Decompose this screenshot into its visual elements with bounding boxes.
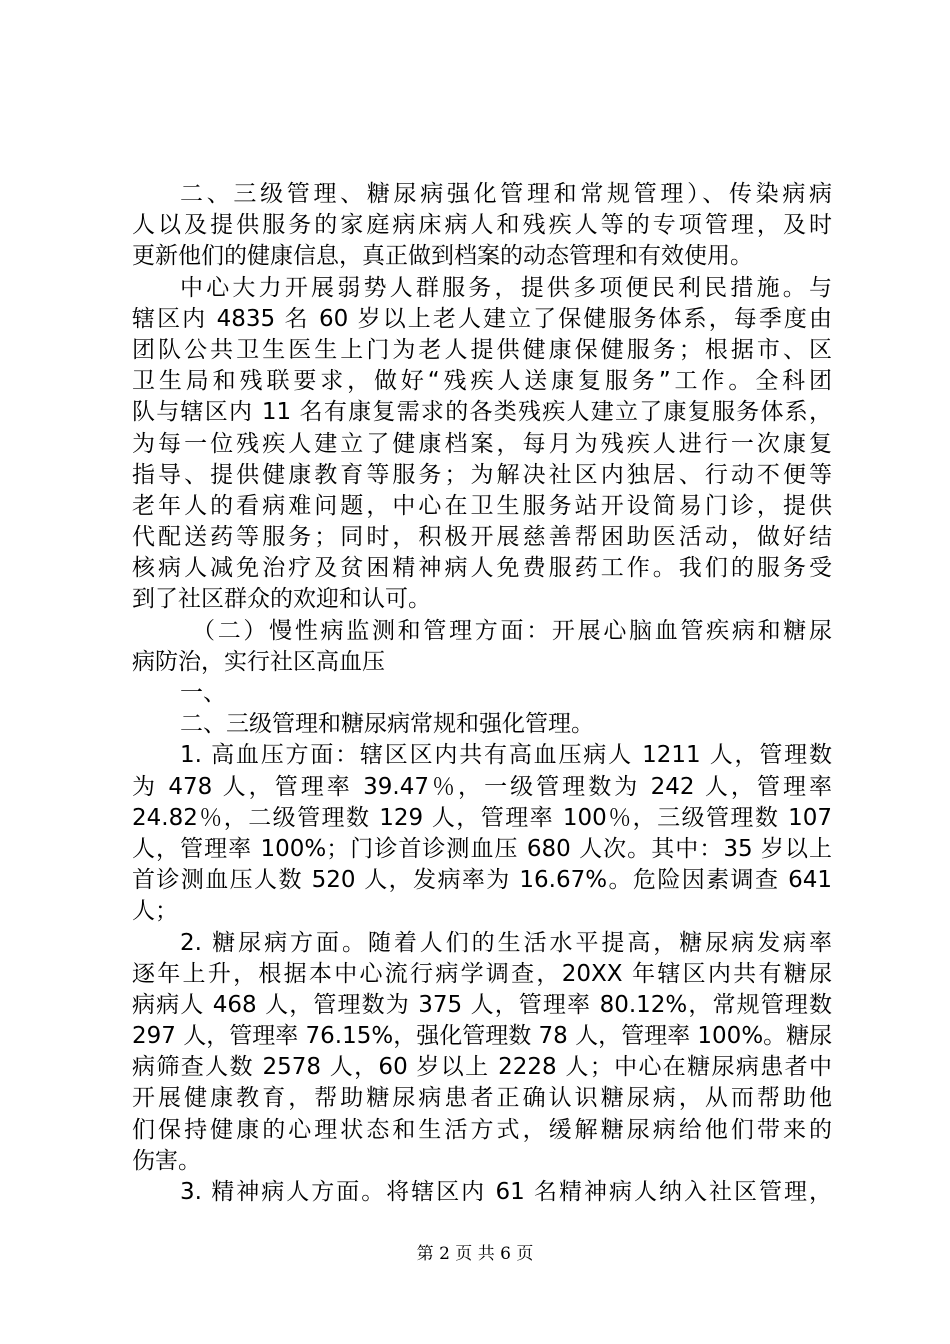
paragraph-line: 病筛查人数 2578 人，60 岁以上 2228 人；中心在糖尿病患者中 — [132, 1054, 832, 1081]
paragraph-line: 首诊测血压人数 520 人，发病率为 16.67%。危险因素调查 641 — [132, 867, 832, 894]
paragraph-line: 人； — [132, 898, 178, 925]
paragraph-line: 辖区内 4835 名 60 岁以上老人建立了保健服务体系，每季度由 — [132, 305, 832, 332]
paragraph-line: 老年人的看病难问题，中心在卫生服务站开设简易门诊，提供 — [132, 492, 832, 519]
paragraph-line: 24.82％，二级管理数 129 人，管理率 100％，三级管理数 107 — [132, 804, 832, 831]
paragraph-line: 为每一位残疾人建立了健康档案，每月为残疾人进行一次康复 — [132, 430, 832, 457]
paragraph-line: 队与辖区内 11 名有康复需求的各类残疾人建立了康复服务体系， — [132, 399, 832, 426]
page-number-footer: 第 2 页 共 6 页 — [416, 1244, 534, 1264]
paragraph-line: 到了社区群众的欢迎和认可。 — [132, 586, 431, 613]
paragraph-line: 二、三级管理和糖尿病常规和强化管理。 — [180, 711, 594, 738]
paragraph-line: 2. 糖尿病方面。随着人们的生活水平提高，糖尿病发病率 — [180, 929, 832, 956]
paragraph-line: 伤害。 — [132, 1147, 201, 1174]
document-body — [132, 179, 832, 1208]
paragraph-line: 病防治，实行社区高血压 — [132, 648, 385, 675]
paragraph-line: 团队公共卫生医生上门为老人提供健康保健服务；根据市、区 — [132, 336, 832, 363]
paragraph-line: 一、 — [180, 680, 226, 706]
paragraph-line: 1. 高血压方面：辖区区内共有高血压病人 1211 人，管理数 — [180, 742, 832, 769]
paragraph-line: 297 人，管理率 76.15%，强化管理数 78 人，管理率 100%。糖尿 — [132, 1023, 833, 1050]
paragraph-line: 更新他们的健康信息，真正做到档案的动态管理和有效使用。 — [132, 243, 753, 270]
paragraph-line: 卫生局和残联要求，做好“残疾人送康复服务”工作。全科团 — [132, 368, 832, 395]
paragraph-line: 二、三级管理、糖尿病强化管理和常规管理）、传染病病 — [180, 181, 832, 207]
section-heading-line: （二）慢性病监测和管理方面：开展心脑血管疾病和糖尿 — [192, 617, 832, 644]
paragraph-line: 逐年上升，根据本中心流行病学调查，20XX 年辖区内共有糖尿 — [132, 960, 832, 987]
paragraph-line: 3. 精神病人方面。将辖区内 61 名精神病人纳入社区管理， — [180, 1179, 832, 1205]
paragraph-line: 病病人 468 人，管理数为 375 人，管理率 80.12%，常规管理数 — [132, 991, 832, 1018]
paragraph-line: 中心大力开展弱势人群服务，提供多项便民利民措施。与 — [180, 274, 832, 301]
paragraph-line: 开展健康教育，帮助糖尿病患者正确认识糖尿病，从而帮助他 — [132, 1085, 832, 1112]
paragraph-line: 人以及提供服务的家庭病床病人和残疾人等的专项管理，及时 — [132, 212, 832, 239]
paragraph-line: 为 478 人，管理率 39.47％，一级管理数为 242 人，管理率 — [132, 773, 832, 800]
paragraph-line: 人，管理率 100%；门诊首诊测血压 680 人次。其中：35 岁以上 — [132, 835, 832, 862]
paragraph-line: 核病人减免治疗及贫困精神病人免费服药工作。我们的服务受 — [132, 555, 832, 582]
paragraph-line: 们保持健康的心理状态和生活方式，缓解糖尿病给他们带来的 — [132, 1116, 832, 1143]
paragraph-line: 指导、提供健康教育等服务；为解决社区内独居、行动不便等 — [132, 461, 832, 488]
paragraph-line: 代配送药等服务；同时，积极开展慈善帮困助医活动，做好结 — [132, 524, 832, 551]
